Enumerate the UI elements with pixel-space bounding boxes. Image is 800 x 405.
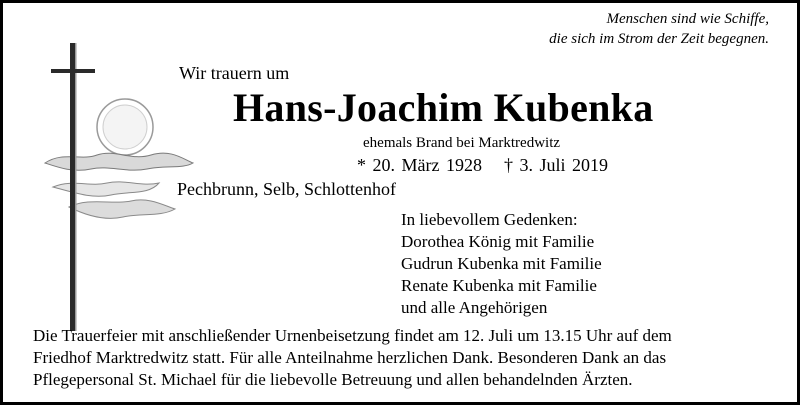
- places-text: Pechbrunn, Selb, Schlottenhof: [177, 179, 396, 199]
- quote-line-1: Menschen sind wie Schiffe,: [606, 11, 769, 27]
- mourner-line: Dorothea König mit Familie: [401, 232, 595, 251]
- deceased-name: Hans-Joachim Kubenka: [233, 85, 654, 130]
- quote-line-2: die sich im Strom der Zeit begegnen.: [549, 31, 769, 47]
- quote: [549, 9, 769, 49]
- death-date: † 3. Juli 2019: [503, 155, 608, 175]
- mourner-line: Renate Kubenka mit Familie: [401, 276, 597, 295]
- mourners-block: [401, 209, 602, 319]
- intro-text: Wir trauern um: [179, 63, 290, 83]
- life-dates: [357, 155, 608, 176]
- funeral-notice: [33, 325, 753, 391]
- origin-text: ehemals Brand bei Marktredwitz: [363, 135, 561, 151]
- notice-line: Die Trauerfeier mit anschließender Urnenbeisetzung findet am 12. Juli um 13.15 Uhr auf dem: [33, 326, 672, 345]
- mourners-heading: In liebevollem Gedenken:: [401, 210, 578, 229]
- mourner-line: und alle Angehörigen: [401, 298, 548, 317]
- notice-line: Friedhof Marktredwitz statt. Für alle Anteilnahme herzlichen Dank. Besonderen Dank an das: [33, 348, 667, 367]
- notice-line: Pflegepersonal St. Michael für die liebevolle Betreuung und allen behandelnden Ärzten.: [33, 370, 633, 389]
- birth-date: * 20. März 1928: [357, 155, 482, 175]
- mourner-line: Gudrun Kubenka mit Familie: [401, 254, 602, 273]
